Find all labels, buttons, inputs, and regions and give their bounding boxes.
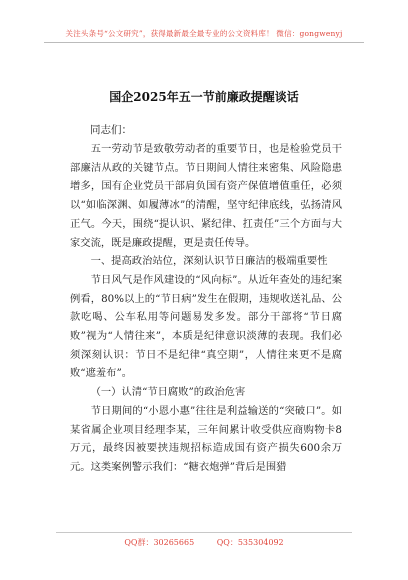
document-title: 国企2025年五一节前廉政提醒谈话 [109, 90, 299, 104]
intro-paragraph: 五一劳动节是致敬劳动者的重要节日，也是检验党员干部廉洁从政的关键节点。节日期间人情往来密集、风险隐患增多，国有企业党员干部肩负国有资产保值增值重任，必须以“如临深渊、如履薄冰”的清醒，坚守纪律底线，弘扬清风正气。今天，围绕“提认识、紧纪律、扛责任”三个方面与大家交流，既是廉政提醒，更是责任传导。 [70, 143, 342, 249]
salutation: 同志们： [90, 124, 132, 136]
section-heading: 一、提高政治站位，深刻认识节日廉洁的极端重要性 [90, 255, 328, 268]
footer-contact [0, 537, 408, 548]
qq-number-text: QQ：535304092 [216, 538, 284, 547]
qq-group-text: QQ群：30265665 [124, 538, 195, 547]
header-divider [44, 42, 364, 43]
body-paragraph: 节日风气是作风建设的“风向标”。从近年查处的违纪案例看，80%以上的“节日病”发生在假期，违规收送礼品、公款吃喝、公车私用等问题易发多发。部分干部将“节日腐败”视为“人情往来”，本质是纪律意识淡薄的表现。我们必须深刻认识：节日不是纪律“真空期”，人情往来更不是腐败“遮羞布”。 [70, 273, 342, 380]
promo-banner: 关注头条号“公文研究”，获得最新最全最专业的公文资料库！ 微信：gongwenyj [65, 29, 343, 38]
footer-divider [56, 532, 352, 533]
subsection-heading: （一）认清“节日腐败”的政治危害 [90, 386, 246, 399]
document-body [70, 140, 342, 477]
body-paragraph: 节日期间的“小恩小惠”往往是利益输送的“突破口”。如某省属企业项目经理李某，三年间累计收受供应商购物卡8万元，最终因被要挟违规招标造成国有资产损失600余万元。这类案例警示我们：“糖衣炮弹”背后是围猎 [70, 404, 342, 473]
